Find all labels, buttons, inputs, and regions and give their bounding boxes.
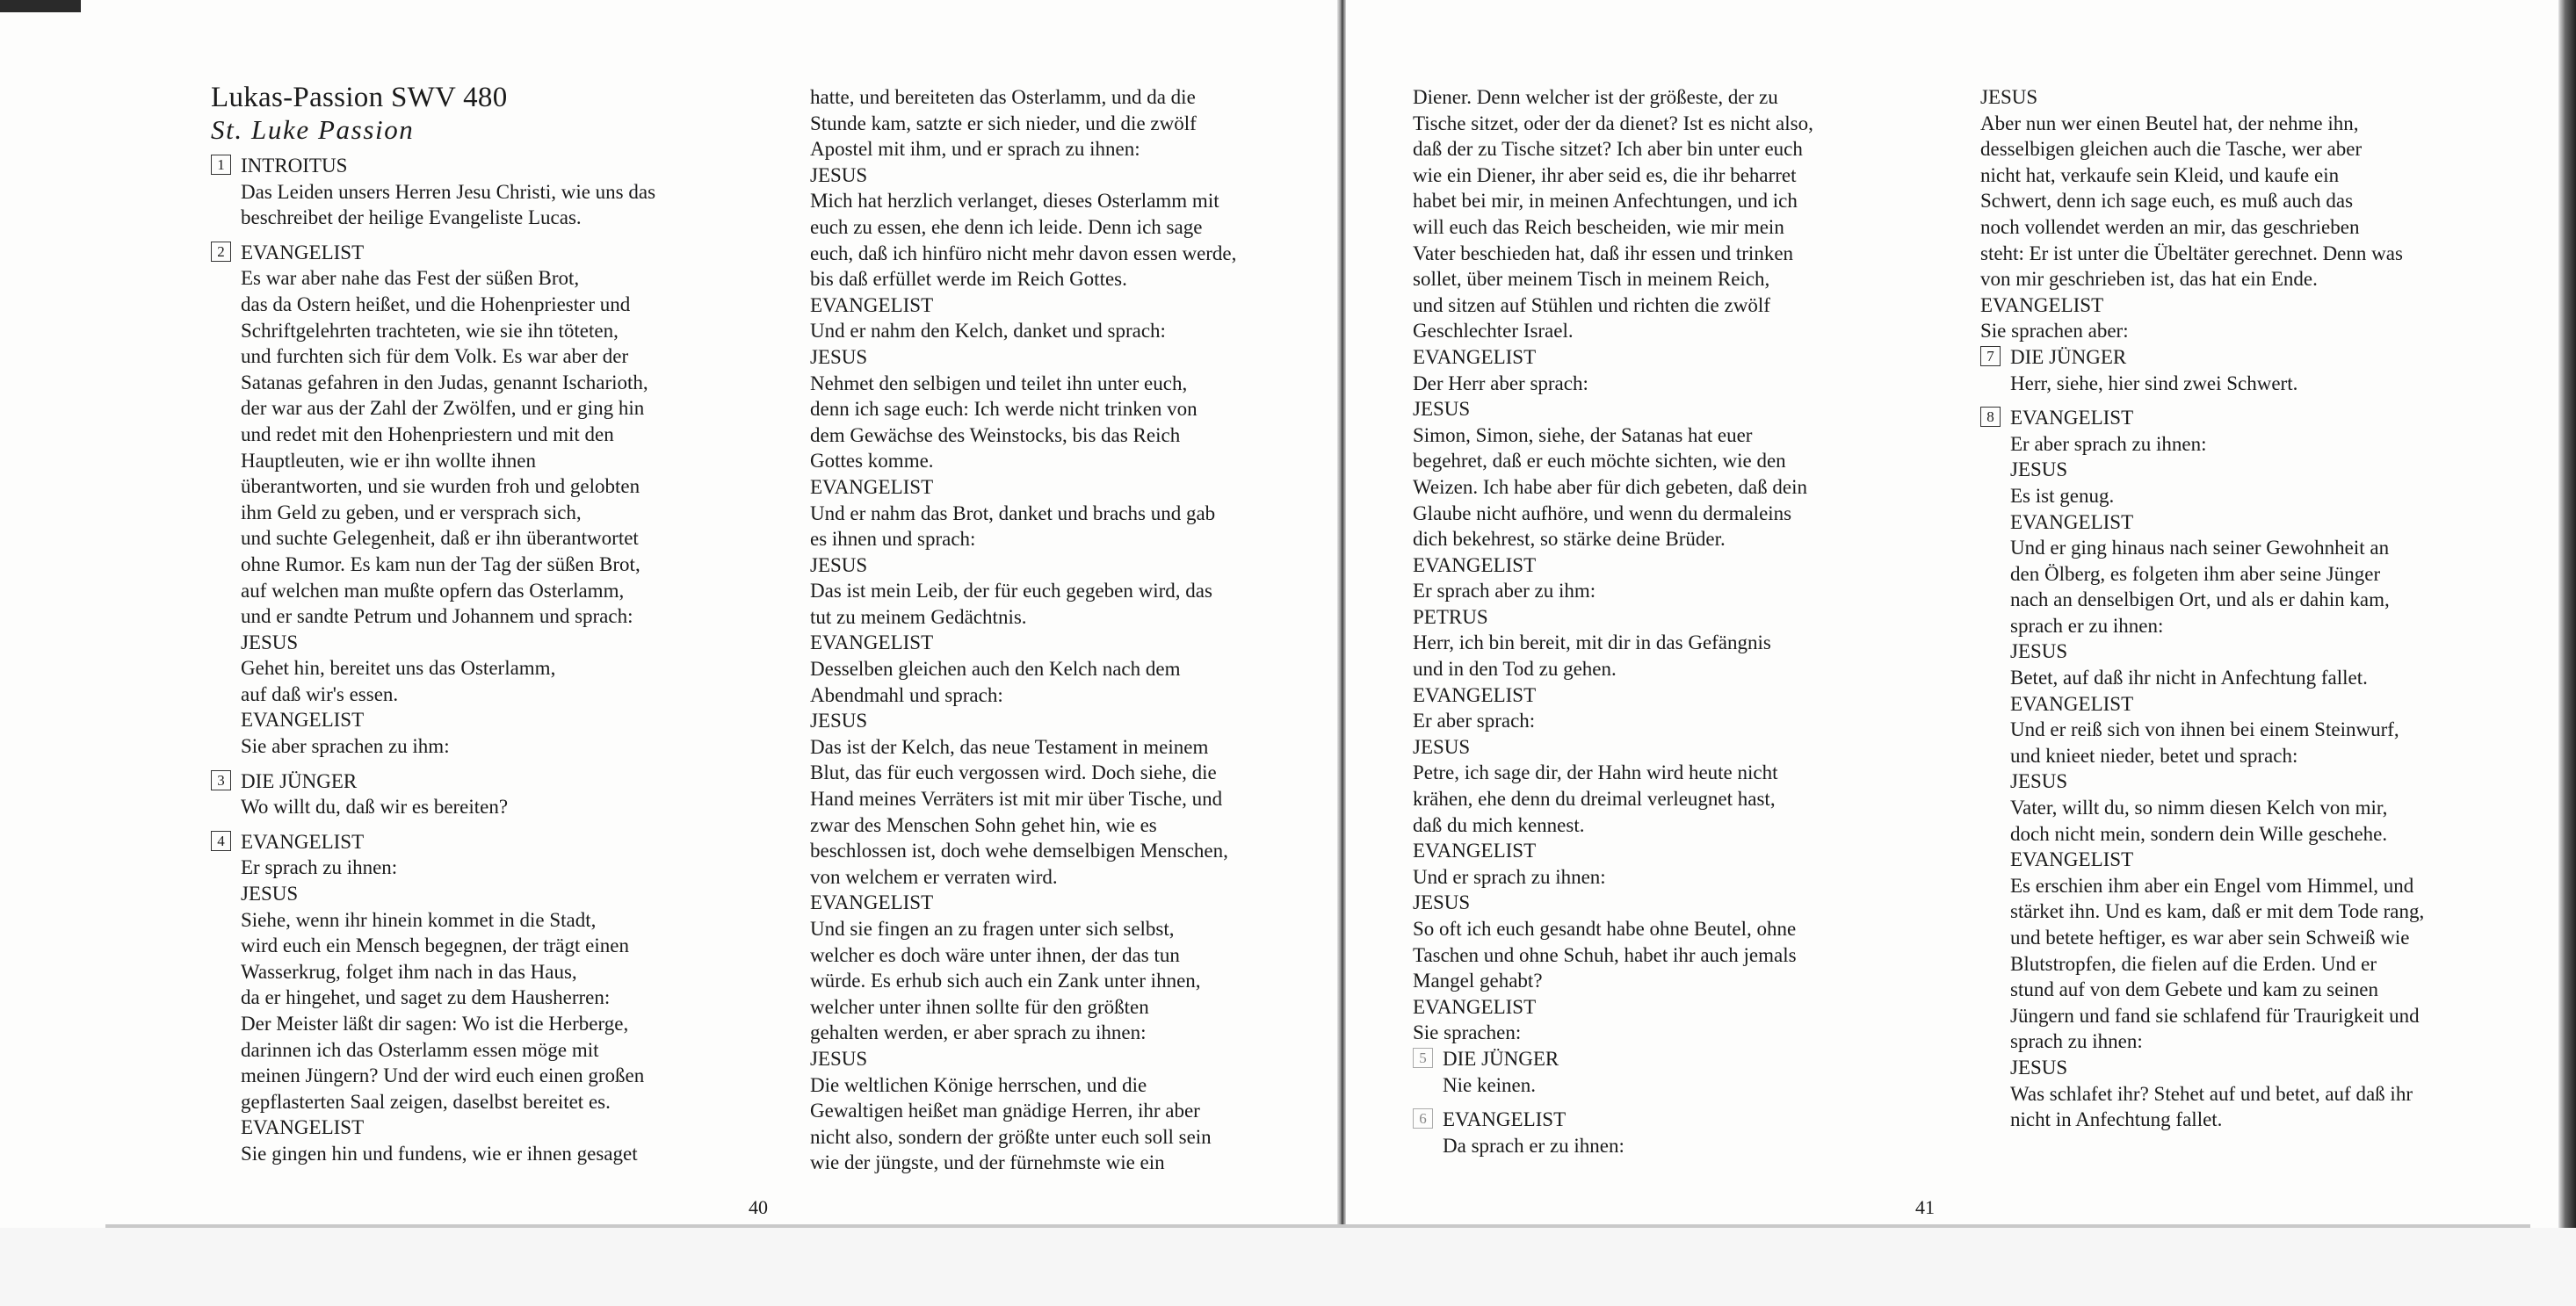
text-line: Simon, Simon, siehe, der Satanas hat euer [1413, 423, 1753, 446]
text-line: Weizen. Ich habe aber für dich gebeten, daß dein [1413, 475, 1807, 498]
text-line: Gottes komme. [810, 450, 934, 473]
section-body [1980, 371, 2490, 397]
text-line: Vater beschieden hat, daß ihr essen und trinken [1413, 242, 1794, 264]
text-line: meinen Jüngern? Und der wird euch einen großen [241, 1064, 645, 1087]
text-line: Und er ging hinaus nach seiner Gewohnheit an [2010, 537, 2390, 559]
text-line: Gehet hin, bereitet uns das Osterlamm, [241, 657, 556, 680]
text-line: welcher es doch wäre unter ihnen, der das tun [810, 943, 1180, 966]
section-body [211, 265, 738, 759]
passion-section [1980, 405, 2490, 1133]
section-list [1413, 1046, 1905, 1158]
text-line: EVANGELIST [241, 1116, 365, 1139]
text-line: Wasserkrug, folget ihm nach in das Haus, [241, 960, 577, 983]
left-page-column-1 [211, 81, 738, 1167]
book-gutter [1337, 0, 1346, 1225]
text-line: Blut, das für euch vergossen wird. Doch siehe, die [810, 761, 1217, 784]
text-line: habet bei mir, in meinen Anfechtungen, und ich [1413, 190, 1798, 213]
text-line: würde. Es erhub sich auch ein Zank unter ihnen, [810, 970, 1201, 992]
text-line: Der Herr aber sprach: [1413, 372, 1588, 394]
text-line: EVANGELIST [1413, 683, 1537, 706]
text-line: Er sprach zu ihnen: [241, 856, 398, 879]
text-line: bis daß erfüllet werde im Reich Gottes. [810, 268, 1127, 291]
text-line: wie der jüngste, und der fürnehmste wie ein [810, 1151, 1165, 1174]
text-line: EVANGELIST [1413, 995, 1537, 1018]
text-line: und er sandte Petrum und Johannem und sprach: [241, 605, 633, 628]
passion-section [211, 240, 738, 760]
passion-section [211, 768, 738, 820]
text-line: JESUS [2010, 1056, 2068, 1079]
right-page-column-2 [1980, 84, 2490, 1133]
text-line: Jüngern und fand sie schlafend für Traurigkeit und [2010, 1004, 2420, 1027]
text-line: Er aber sprach zu ihnen: [2010, 432, 2207, 455]
passion-section [1413, 1046, 1905, 1098]
text-line: Desselben gleichen auch den Kelch nach dem [810, 658, 1181, 681]
section-heading: EVANGELIST [1443, 1108, 1567, 1131]
text-line: JESUS [810, 710, 868, 732]
text-line: Schwert, denn ich sage euch, es muß auch das [1980, 190, 2354, 213]
text-line: PETRUS [1413, 605, 1488, 628]
text-line: ohne Rumor. Es kam nun der Tag der süßen Brot, [241, 552, 640, 575]
text-line: Abendmahl und sprach: [810, 683, 1003, 706]
text-line: und suchte Gelegenheit, daß er ihn überantwortet [241, 527, 639, 550]
text-line: dem Gewächse des Weinstocks, bis das Reich [810, 423, 1181, 446]
bottom-margin [0, 1228, 2576, 1306]
text-line: zwar des Menschen Sohn gehet hin, wie es [810, 813, 1157, 836]
text-line: tut zu meinem Gedächtnis. [810, 605, 1027, 628]
text-line: von welchem er verraten wird. [810, 865, 1058, 888]
text-line: Diener. Denn welcher ist der größeste, der zu [1413, 86, 1778, 108]
text-line: dich bekehrest, so stärke deine Brüder. [1413, 528, 1726, 551]
text-line: JESUS [241, 883, 299, 906]
section-number-box: 5 [1413, 1048, 1433, 1068]
text-line: Es erschien ihm aber ein Engel vom Himmel, und [2010, 874, 2414, 897]
text-block [1980, 84, 2490, 344]
text-line: Was schlafet ihr? Stehet auf und betet, auf daß ihr [2010, 1082, 2413, 1105]
text-line: EVANGELIST [810, 475, 934, 498]
text-line: EVANGELIST [810, 891, 934, 914]
text-line: und sitzen auf Stühlen und richten die zwölf [1413, 293, 1770, 316]
section-heading: DIE JÜNGER [2010, 345, 2127, 368]
text-line: überantworten, und sie wurden froh und gelobten [241, 475, 640, 498]
text-line: Schriftgelehrten trachteten, wie sie ihn töteten, [241, 319, 619, 342]
section-number-box: 1 [211, 155, 231, 175]
text-line: Tische sitzet, oder der da dienet? Ist es nicht also, [1413, 112, 1813, 134]
text-line: Der Meister läßt dir sagen: Wo ist die Herberge, [241, 1013, 629, 1035]
text-line: Mangel gehabt? [1413, 970, 1543, 992]
section-list [1980, 344, 2490, 1133]
text-line: doch nicht mein, sondern dein Wille geschehe. [2010, 822, 2388, 845]
text-line: Herr, ich bin bereit, mit dir in das Gefängnis [1413, 631, 1771, 654]
text-line: JESUS [1413, 735, 1471, 758]
section-list [211, 153, 738, 1167]
text-line: JESUS [1980, 86, 2038, 108]
text-line: JESUS [810, 163, 868, 186]
text-line: Mich hat herzlich verlanget, dieses Osterlamm mit [810, 190, 1219, 213]
text-line: und knieet nieder, betet und sprach: [2010, 744, 2298, 767]
section-body [211, 855, 738, 1166]
text-line: Er sprach aber zu ihm: [1413, 580, 1596, 602]
section-body [1413, 1072, 1905, 1099]
text-line: Und sie fingen an zu fragen unter sich selbst, [810, 918, 1175, 940]
text-line: EVANGELIST [1980, 293, 2104, 316]
text-line: euch, daß ich hinfüro nicht mehr davon essen werde, [810, 242, 1237, 264]
text-line: sprach er zu ihnen: [2010, 614, 2164, 637]
text-line: EVANGELIST [1413, 345, 1537, 368]
text-line: Sie aber sprachen zu ihm: [241, 735, 450, 758]
text-line: begehret, daß er euch möchte sichten, wie den [1413, 450, 1786, 473]
text-line: Und er sprach zu ihnen: [1413, 865, 1606, 888]
passion-section [1980, 344, 2490, 396]
section-number-box: 2 [211, 242, 231, 262]
text-line: Das Leiden unsers Herren Jesu Christi, wie uns das [241, 180, 656, 203]
text-line: noch vollendet werden an mir, das geschrieben [1980, 215, 2360, 238]
text-line: EVANGELIST [2010, 848, 2134, 871]
left-page-column-2 [810, 84, 1302, 1176]
text-line: auf welchen man mußte opfern das Osterlamm, [241, 579, 625, 602]
text-block [1413, 84, 1905, 1046]
text-line: JESUS [2010, 458, 2068, 481]
text-line: hatte, und bereiteten das Osterlamm, und da die [810, 86, 1196, 108]
text-line: wird euch ein Mensch begegnen, der trägt einen [241, 934, 629, 957]
text-line: der war aus der Zahl der Zwölfen, und er ging hin [241, 397, 645, 420]
text-line: Er aber sprach: [1413, 710, 1536, 732]
page-subtitle: St. Luke Passion [211, 114, 415, 145]
text-line: JESUS [810, 1047, 868, 1070]
text-line: auf daß wir's essen. [241, 682, 399, 705]
text-line: JESUS [810, 345, 868, 368]
section-body [211, 794, 738, 820]
text-line: Hand meines Verräters ist mit mir über Tische, und [810, 788, 1223, 811]
text-line: Es ist genug. [2010, 484, 2115, 507]
text-line: Nie keinen. [1443, 1073, 1537, 1096]
section-heading: EVANGELIST [241, 241, 365, 263]
section-number-box: 7 [1980, 346, 2001, 366]
text-line: und furchten sich für dem Volk. Es war aber der [241, 345, 629, 368]
text-line: das da Ostern heißet, und die Hohenpriester und [241, 292, 631, 315]
page-edge-shadow [2558, 0, 2576, 1306]
text-line: denn ich sage euch: Ich werde nicht trinken von [810, 398, 1198, 421]
text-line: den Ölberg, es folgeten ihm aber seine Jünger [2010, 562, 2381, 585]
text-line: sollet, über meinem Tisch in meinem Reich, [1413, 268, 1770, 291]
text-line: will euch das Reich bescheiden, wie mir mein [1413, 215, 1784, 238]
text-line: Die weltlichen Könige herrschen, und die [810, 1073, 1147, 1096]
text-line: Es war aber nahe das Fest der süßen Brot, [241, 267, 580, 290]
text-line: So oft ich euch gesandt habe ohne Beutel, ohne [1413, 918, 1797, 940]
text-line: EVANGELIST [1413, 840, 1537, 862]
text-line: EVANGELIST [810, 631, 934, 654]
text-line: es ihnen und sprach: [810, 528, 976, 551]
text-line: Siehe, wenn ihr hinein kommet in die Stadt, [241, 908, 597, 931]
section-number-box: 8 [1980, 407, 2001, 427]
text-line: JESUS [241, 631, 299, 653]
text-line: EVANGELIST [2010, 692, 2134, 715]
section-heading: DIE JÜNGER [241, 769, 358, 792]
text-line: und redet mit den Hohenpriestern und mit den [241, 422, 614, 445]
text-line: Blutstropfen, die fielen auf die Erden. Und er [2010, 952, 2377, 975]
text-line: Hauptleuten, wie er ihn wollte ihnen [241, 449, 536, 472]
text-line: EVANGELIST [2010, 510, 2134, 533]
text-line: Herr, siehe, hier sind zwei Schwert. [2010, 372, 2298, 394]
text-line: EVANGELIST [241, 709, 365, 732]
text-line: Apostel mit ihm, und er sprach zu ihnen: [810, 138, 1140, 161]
text-line: Und er nahm den Kelch, danket und sprach: [810, 320, 1166, 343]
section-number-box: 4 [211, 831, 231, 851]
text-line: nicht also, sondern der größte unter euch soll sein [810, 1125, 1212, 1148]
text-line: EVANGELIST [810, 293, 934, 316]
text-line: Glaube nicht aufhöre, und wenn du dermaleins [1413, 501, 1792, 524]
text-line: von mir geschrieben ist, das hat ein Ende. [1980, 268, 2318, 291]
text-line: krähen, ehe denn du dreimal verleugnet hast, [1413, 788, 1776, 811]
text-line: Geschlechter Israel. [1413, 320, 1574, 343]
text-line: Stunde kam, satzte er sich nieder, und die zwölf [810, 112, 1197, 134]
text-line: euch zu essen, ehe denn ich leide. Denn ich sage [810, 215, 1203, 238]
text-line: stärket ihn. Und es kam, daß er mit dem Tode rang, [2010, 900, 2425, 923]
text-line: Sie sprachen: [1413, 1021, 1522, 1044]
text-line: daß der zu Tische sitzet? Ich aber bin unter euch [1413, 138, 1803, 161]
text-line: JESUS [1413, 891, 1471, 914]
text-line: nicht hat, verkaufe sein Kleid, und kaufe ein [1980, 163, 2340, 186]
text-line: JESUS [1413, 398, 1471, 421]
text-line: sprach zu ihnen: [2010, 1030, 2143, 1053]
section-body [1980, 431, 2490, 1133]
text-line: EVANGELIST [1413, 553, 1537, 576]
section-body [211, 179, 738, 231]
text-line: und betete heftiger, es war aber sein Schweiß wie [2010, 927, 2410, 949]
section-heading: DIE JÜNGER [1443, 1047, 1559, 1070]
text-line: Betet, auf daß ihr nicht in Anfechtung fallet. [2010, 667, 2368, 689]
passion-section [1413, 1107, 1905, 1158]
text-line: daß du mich kennest. [1413, 813, 1585, 836]
text-line: stund auf von dem Gebete und kam zu seinen [2010, 978, 2378, 1001]
text-line: nach an denselbigen Ort, und als er dahin kam, [2010, 588, 2390, 611]
text-line: Vater, willt du, so nimm diesen Kelch von mir, [2010, 797, 2388, 819]
text-line: Das ist mein Leib, der für euch gegeben wird, das [810, 580, 1212, 602]
text-line: Nehmet den selbigen und teilet ihn unter euch, [810, 372, 1188, 394]
section-heading: EVANGELIST [2010, 407, 2134, 429]
text-line: Sie gingen hin und fundens, wie er ihnen gesaget [241, 1142, 638, 1165]
text-line: wie ein Diener, ihr aber seid es, die ihr beharret [1413, 163, 1797, 186]
section-number-box: 3 [211, 770, 231, 790]
text-line: und in den Tod zu gehen. [1413, 658, 1617, 681]
passion-section [211, 829, 738, 1167]
scan-corner [0, 0, 81, 12]
text-line: welcher unter ihnen sollte für den größten [810, 995, 1149, 1018]
text-line: Petre, ich sage dir, der Hahn wird heute nicht [1413, 761, 1778, 784]
text-line: JESUS [810, 553, 868, 576]
text-line: gehalten werden, er aber sprach zu ihnen: [810, 1021, 1147, 1044]
text-line: nicht in Anfechtung fallet. [2010, 1108, 2223, 1131]
section-heading: EVANGELIST [241, 830, 365, 853]
text-line: Und er nahm das Brot, danket und brachs und gab [810, 501, 1216, 524]
text-line: ihm Geld zu geben, und er versprach sich, [241, 501, 582, 523]
text-line: JESUS [2010, 770, 2068, 793]
section-number-box: 6 [1413, 1108, 1433, 1129]
text-line: beschlossen ist, doch wehe demselbigen Menschen, [810, 840, 1228, 862]
text-line: Taschen und ohne Schuh, habet ihr auch jemals [1413, 943, 1797, 966]
text-line: darinnen ich das Osterlamm essen möge mit [241, 1038, 599, 1061]
text-line: Da sprach er zu ihnen: [1443, 1134, 1624, 1157]
text-line: Und er reiß sich von ihnen bei einem Steinwurf, [2010, 718, 2399, 741]
page-number-right: 41 [1915, 1196, 1935, 1218]
page-number-left: 40 [749, 1196, 768, 1218]
section-heading: INTROITUS [241, 155, 348, 177]
text-line: Das ist der Kelch, das neue Testament in meinem [810, 735, 1209, 758]
text-line: Wo willt du, daß wir es bereiten? [241, 796, 509, 819]
text-line: beschreibet der heilige Evangeliste Lucas. [241, 206, 582, 229]
section-body [1413, 1133, 1905, 1159]
text-line: Satanas gefahren in den Judas, genannt Ischarioth, [241, 371, 648, 393]
text-line: Aber nun wer einen Beutel hat, der nehme ihn, [1980, 112, 2359, 134]
right-page-column-1 [1413, 84, 1905, 1158]
text-line: Sie sprachen aber: [1980, 320, 2129, 343]
text-line: desselbigen gleichen auch die Tasche, wer aber [1980, 138, 2363, 161]
text-line: steht: Er ist unter die Übeltäter gerechnet. Denn was [1980, 242, 2403, 264]
page-title: Lukas-Passion SWV 480 [211, 82, 508, 113]
text-line: JESUS [2010, 640, 2068, 663]
passion-section [211, 153, 738, 231]
text-line: Gewaltigen heißet man gnädige Herren, ihr aber [810, 1100, 1200, 1122]
text-line: gepflasterten Saal zeigen, daselbst bereitet es. [241, 1090, 611, 1113]
text-line: da er hingehet, und saget zu dem Hausherren: [241, 986, 611, 1009]
